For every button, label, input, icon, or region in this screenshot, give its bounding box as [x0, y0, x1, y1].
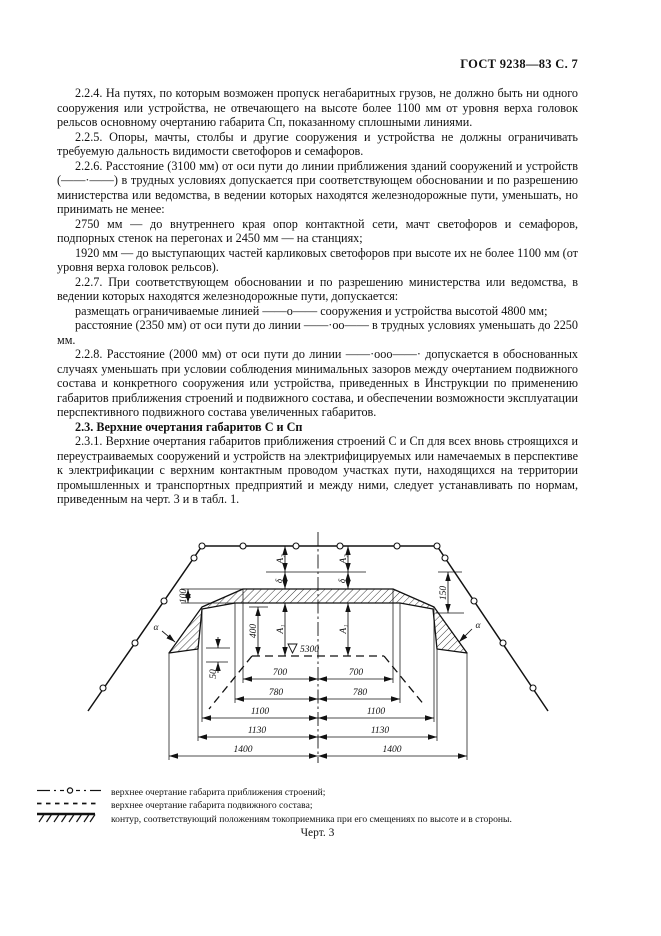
- dim-label-a2-left: A₂: [276, 554, 286, 564]
- dim-label-1100-left: 1100: [250, 707, 270, 717]
- dim-label-780-left: 780: [268, 688, 284, 698]
- body-text: [57, 86, 578, 507]
- hatched-contour-line-icon: [37, 812, 101, 827]
- dim-label-a1-left: A₁: [276, 624, 286, 634]
- dim-label-delta-right: δ: [338, 578, 348, 584]
- paragraph-2-2-4: 2.2.4. На путях, по которым возможен пропуск негабаритных грузов, не должно быть ни одного сооружения или устройства, не отвечающего на высоте более 1100 мм от уровня верха головок рельсов основному очертанию габарита Сп, показанному сплошными линиями.: [57, 86, 578, 129]
- figure-clearance-diagram: [0, 525, 661, 783]
- paragraph-1920mm: 1920 мм — до выступающих частей карликовых светофоров при высоте их не более 1100 мм (от уровня верха головок рельсов).: [57, 245, 578, 274]
- dim-label-1130-right: 1130: [370, 726, 390, 736]
- pantograph-contour-band: [169, 589, 467, 653]
- paragraph-2-2-8: 2.2.8. Расстояние (2000 мм) от оси пути до линии ——·ооо——· допускается в обоснованных случаях уменьшать при условии соблюдения минимальных зазоров между очертанием подвижного состава и конкретного сооружения или устройства, приведенных в Инструкции по применению габаритов приближения строений и подвижного состава, и обеспечении возможности эксплуатации перспективного подвижного состава увеличенных габаритов.: [57, 347, 578, 419]
- paragraph-2-2-6: 2.2.6. Расстояние (3100 мм) от оси пути до линии приближения зданий сооружений и устройств (——·——) в трудных условиях допускается при соответствующем обосновании и по разрешению министерства или ведомства, в ведении которых находятся железнодорожные пути, уменьшать, но принимать не менее:: [57, 158, 578, 216]
- paragraph-2-3-1: 2.3.1. Верхние очертания габаритов приближения строений С и Сп для всех вновь строящихся и переустраиваемых сооружений и устройств на электрифицируемых или намечаемых в перспективе к электрификации с верхним контактным проводом участках пути, находящихся на территории промышленных и транспортных предприятий и между ними, следует устанавливать по нормам, приведенным на черт. 3 и в табл. 1.: [57, 434, 578, 506]
- legend-row: [37, 799, 612, 811]
- dim-label-1130-left: 1130: [247, 726, 267, 736]
- rolling-stock-outline: [209, 656, 425, 709]
- paragraph-rasstoyanie-2350: расстояние (2350 мм) от оси пути до линии ——·оо—— в трудных условиях уменьшать до 2250 мм.: [57, 318, 578, 347]
- legend-text-pantograph-contour: контур, соответствующий положениям токоприемника при его смещениях по высоте и в стороны.: [111, 814, 512, 825]
- dim-label-700-right: 700: [348, 668, 364, 678]
- dim-label-150: 150: [439, 585, 449, 601]
- dim-label-100: 100: [179, 588, 189, 604]
- dim-label-1100-right: 1100: [366, 707, 386, 717]
- legend-text-structure-gauge: верхнее очертание габарита приближения строений;: [111, 786, 326, 798]
- legend-row: [37, 812, 612, 827]
- dim-label-780-right: 780: [352, 688, 368, 698]
- alpha-angle-leaders: [162, 629, 472, 642]
- figure-legend: [37, 786, 612, 828]
- dim-label-a1-right: A₁: [339, 624, 349, 634]
- dash-dot-circle-line-icon: [37, 786, 101, 798]
- paragraph-2-2-5: 2.2.5. Опоры, мачты, столбы и другие сооружения и устройства не должны ограничивать требуемую дальность видимости светофоров и семафоров.: [57, 129, 578, 158]
- dim-label-alpha-left: α: [153, 623, 159, 633]
- figure-caption: Черт. 3: [300, 827, 335, 839]
- dim-label-700-left: 700: [272, 668, 288, 678]
- level-label-5300: 5300: [300, 645, 319, 655]
- page-header: ГОСТ 9238—83 С. 7: [460, 57, 578, 71]
- level-mark-icon: [288, 644, 297, 653]
- paragraph-2-2-7: 2.2.7. При соответствующем обосновании и по разрешению министерства или ведомства, в ведении которых находятся железнодорожные пути, допускается:: [57, 274, 578, 303]
- dim-label-1400-right: 1400: [382, 745, 402, 755]
- dim-label-delta-left: δ: [275, 578, 285, 584]
- dim-label-400: 400: [249, 623, 259, 639]
- dim-label-alpha-right: α: [475, 621, 481, 631]
- dashed-line-icon: [37, 799, 101, 811]
- dim-label-a2-right: A₂: [339, 554, 349, 564]
- paragraph-2750mm: 2750 мм — до внутреннего края опор контактной сети, мачт светофоров и семафоров, подпорных стенок на перегонах и 2450 мм — на станциях;: [57, 216, 578, 245]
- heading-2-3: 2.3. Верхние очертания габаритов С и Сп: [75, 419, 303, 434]
- dim-label-50: 50: [209, 669, 219, 679]
- paragraph-razmeshchat: размещать ограничиваемые линией ——о—— сооружения и устройства высотой 4800 мм;: [75, 303, 548, 318]
- legend-row: [37, 786, 612, 798]
- dim-label-1400-left: 1400: [233, 745, 253, 755]
- legend-text-rolling-stock-gauge: верхнее очертание габарита подвижного состава;: [111, 799, 313, 811]
